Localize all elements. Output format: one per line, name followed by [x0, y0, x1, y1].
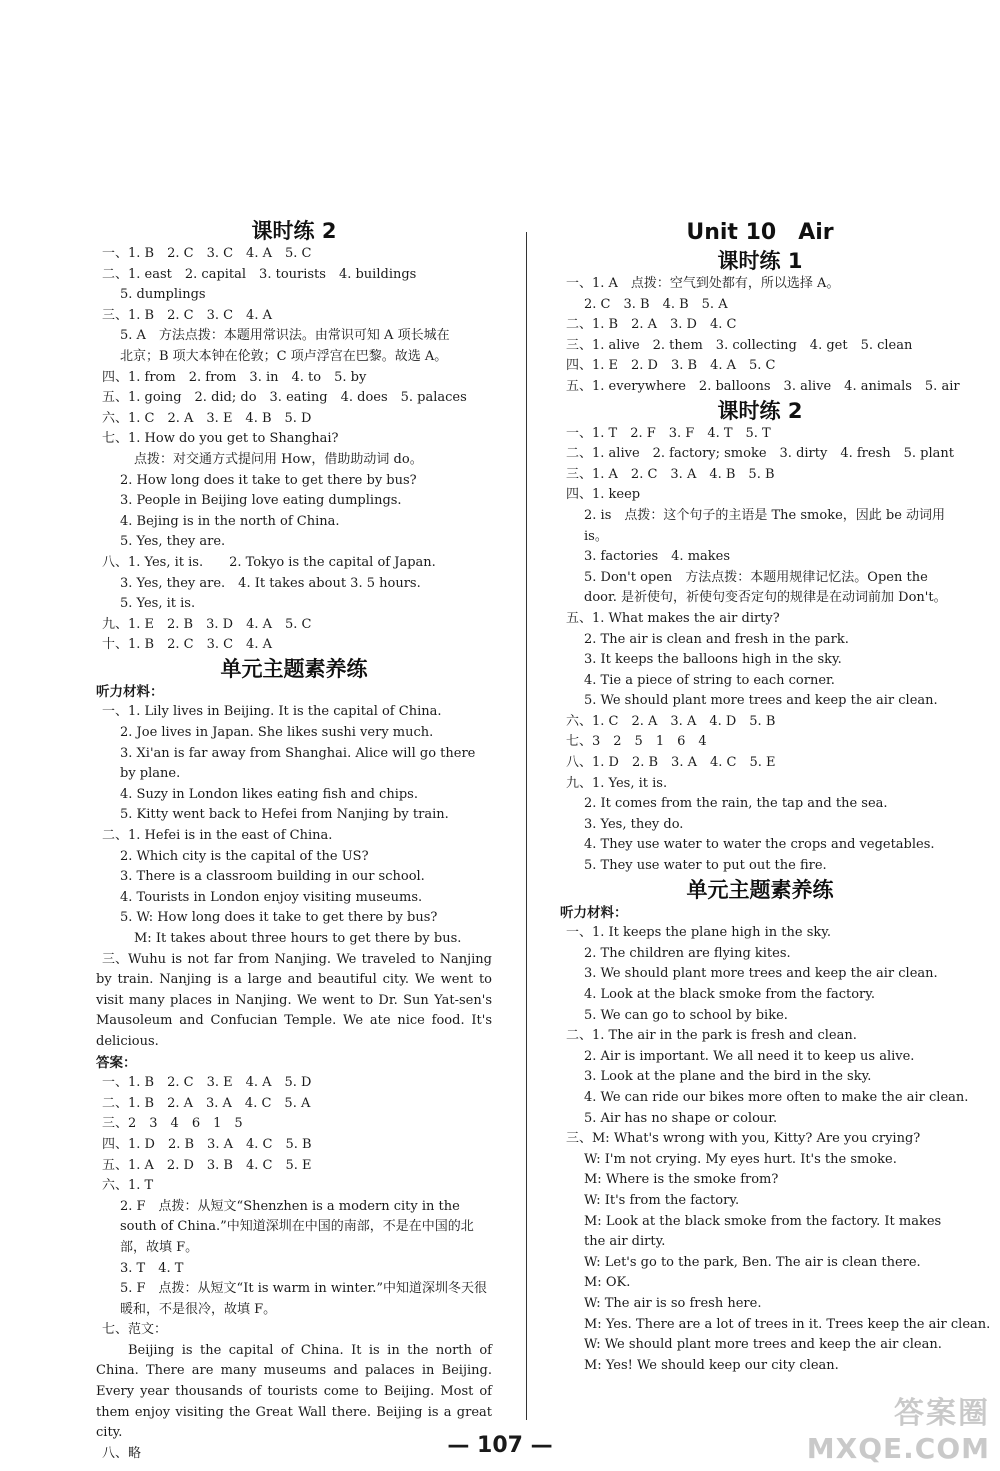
right-section1-title: 课时练 1	[717, 249, 803, 273]
listening-line: 5. Kitty went back to Hefei from Nanjing by train.	[120, 807, 449, 823]
listening-line: 5. W: How long does it take to get there by bus?	[120, 910, 438, 926]
answer-line: 六、1. C 2. A 3. E 4. B 5. D	[102, 410, 312, 426]
answer-line: 五、1. going 2. did; do 3. eating 4. does 5. palaces	[102, 390, 467, 406]
listening-line: 3. We should plant more trees and keep the air clean.	[584, 966, 938, 982]
right-section3-title: 单元主题素养练	[686, 877, 834, 902]
left-section1-title: 课时练 2	[251, 219, 337, 243]
answer-line: 十、1. B 2. C 3. C 4. A	[102, 637, 272, 653]
answer-line: 三、1. B 2. C 3. C 4. A	[102, 307, 272, 323]
answer-line: 七、1. How do you get to Shanghai?	[102, 431, 339, 447]
answer-line: 点拨：对交通方式提问用 How，借助助动词 do。	[134, 451, 423, 467]
dialogue-line: M: OK.	[584, 1275, 631, 1291]
passage-label: 三、	[102, 951, 129, 967]
answer-line: 三、1. alive 2. them 3. collecting 4. get 5. clean	[566, 337, 913, 353]
dialogue-line: 三、M: What's wrong with you, Kitty? Are you crying?	[566, 1131, 921, 1147]
answer-line: 七、3 2 5 1 6 4	[566, 734, 707, 750]
answer-line: 3. Yes, they do.	[584, 816, 684, 832]
answer-line: 2. How long does it take to get there by bus?	[120, 472, 417, 488]
answer-line: 5. Yes, it is.	[120, 596, 196, 612]
listening-line: 2. Air is important. We all need it to keep us alive.	[584, 1048, 915, 1064]
watermark-logo	[807, 1388, 990, 1465]
dialogue-line: W: The air is so fresh here.	[584, 1295, 762, 1311]
answer-line: 5. dumplings	[120, 287, 206, 303]
listening-label: 听力材料：	[560, 904, 628, 921]
left-section2-title: 单元主题素养练	[220, 656, 368, 681]
listening-label: 听力材料：	[96, 683, 164, 700]
answer-line: 4. Tie a piece of string to each corner.	[584, 672, 835, 688]
watermark-bottom: MXQE.COM	[806, 1432, 990, 1465]
answer-line: 九、1. Yes, it is.	[566, 775, 668, 791]
dialogue-line: M: Look at the black smoke from the factory. It makes the air dirty.	[584, 1213, 942, 1250]
watermark-top: 答案圈	[894, 1396, 990, 1431]
listening-line: 3. There is a classroom building in our school.	[120, 869, 425, 885]
answer-line: 四、1. from 2. from 3. in 4. to 5. by	[102, 369, 367, 385]
listening-line: 二、1. The air in the park is fresh and clean.	[566, 1028, 857, 1044]
answer-line: 一、1. B 2. C 3. E 4. A 5. D	[102, 1075, 312, 1091]
dialogue-line: M: Yes. There are a lot of trees in it. Trees keep the air clean.	[584, 1316, 991, 1332]
answer-line: 四、1. keep	[566, 487, 641, 503]
answer-explanation: 5. Don't open 方法点拨：本题用规律记忆法。Open the door. 是祈使句，祈使句变否定句的规律是在动词前加 Don't。	[584, 569, 947, 606]
listening-line: 3. Look at the plane and the bird in the sky.	[584, 1069, 872, 1085]
listening-passage: Wuhu is not far from Nanjing. We traveled to Nanjing by train. Nanjing is a large and beautiful city. We went to visit many places in Nanjing. We went to Dr. Sun Yat-sen's Mausoleum and Confucian Temple. We ate nice food. It's delicious.	[96, 951, 492, 1049]
answer-line: 3. People in Beijing love eating dumplings.	[120, 493, 402, 509]
answer-line: 一、1. A 点拨：空气到处都有，所以选择 A。	[566, 276, 840, 291]
answer-line: 北京；B 项大本钟在伦敦；C 项卢浮宫在巴黎。故选 A。	[120, 348, 448, 364]
answer-line: 4. Bejing is in the north of China.	[120, 513, 340, 529]
answer-line: 3. T 4. T	[120, 1260, 184, 1276]
answer-line: 五、1. everywhere 2. balloons 3. alive 4. animals 5. air	[566, 378, 960, 394]
listening-line: 4. Suzy in London likes eating fish and chips.	[120, 786, 418, 802]
column-divider	[526, 232, 527, 1420]
page-number: — 107 —	[447, 1433, 553, 1458]
answer-line: 3. Yes, they are. 4. It takes about 3. 5 hours.	[120, 575, 421, 591]
answer-line: 五、1. A 2. D 3. B 4. C 5. E	[102, 1157, 312, 1173]
answer-explanation: 2. F 点拨：从短文“Shenzhen is a modern city in the south of China.”中知道深圳在中国的南部，不是在中国的北部，故填 F。	[120, 1198, 474, 1255]
dialogue-line: W: It's from the factory.	[584, 1192, 740, 1208]
answer-line: 2. C 3. B 4. B 5. A	[584, 296, 728, 312]
unit-title: Unit 10 Air	[686, 220, 834, 245]
answer-line: 六、1. T	[102, 1178, 154, 1194]
right-column	[560, 218, 991, 1376]
answer-line: 四、1. D 2. B 3. A 4. C 5. B	[102, 1136, 312, 1152]
answer-line: 4. They use water to water the crops and vegetables.	[584, 837, 935, 853]
dialogue-line: W: I'm not crying. My eyes hurt. It's the smoke.	[584, 1151, 897, 1167]
model-essay: Beijing is the capital of China. It is in the north of China. There are many museums and palaces in Beijing. Every year thousands of tourists come to Beijing. Most of them enjoy visiting the Great Wall there. Beijing is a great city.	[96, 1342, 492, 1441]
answer-line: 九、1. E 2. B 3. D 4. A 5. C	[102, 616, 312, 632]
answer-line: 3. It keeps the balloons high in the sky.	[584, 652, 842, 668]
answer-line: 二、1. alive 2. factory; smoke 3. dirty 4. fresh 5. plant	[566, 446, 954, 462]
answer-line: 二、1. east 2. capital 3. tourists 4. buildings	[102, 266, 417, 282]
listening-line: 5. We can go to school by bike.	[584, 1007, 788, 1023]
answer-line: 三、2 3 4 6 1 5	[102, 1116, 243, 1132]
left-column	[96, 218, 492, 1464]
answer-line: 二、1. B 2. A 3. A 4. C 5. A	[102, 1095, 311, 1111]
answer-line: 5. They use water to put out the fire.	[584, 858, 827, 874]
listening-line: M: It takes about three hours to get there by bus.	[134, 931, 462, 946]
dialogue-line: W: We should plant more trees and keep the air clean.	[584, 1337, 942, 1353]
dialogue-line: M: Where is the smoke from?	[584, 1172, 779, 1188]
answer-line: 2. It comes from the rain, the tap and the sea.	[584, 796, 888, 812]
answer-line: 5. We should plant more trees and keep the air clean.	[584, 693, 938, 709]
answer-line: 5. A 方法点拨：本题用常识法。由常识可知 A 项长城在	[120, 328, 450, 344]
answer-explanation: 5. F 点拨：从短文“It is warm in winter.”中知道深圳冬天很暖和，不是很冷，故填 F。	[120, 1281, 488, 1317]
dialogue-line: W: Let's go to the park, Ben. The air is clean there.	[584, 1254, 921, 1270]
answer-line: 八、1. D 2. B 3. A 4. C 5. E	[566, 755, 776, 771]
right-section2-title: 课时练 2	[717, 398, 803, 423]
listening-line: 4. We can ride our bikes more often to make the air clean.	[584, 1089, 969, 1105]
answer-line: 5. Yes, they are.	[120, 534, 226, 550]
listening-line: 5. Air has no shape or colour.	[584, 1110, 778, 1126]
answer-line: 六、1. C 2. A 3. A 4. D 5. B	[566, 713, 776, 729]
listening-line: 2. The children are flying kites.	[584, 945, 791, 961]
listening-line: 二、1. Hefei is in the east of China.	[102, 828, 333, 844]
listening-line: 2. Joe lives in Japan. She likes sushi very much.	[120, 725, 434, 741]
listening-line: 4. Tourists in London enjoy visiting museums.	[120, 889, 423, 905]
answer-line: 二、1. B 2. A 3. D 4. C	[566, 317, 737, 333]
listening-line: 一、1. It keeps the plane high in the sky.	[566, 925, 832, 941]
answer-line: 一、1. T 2. F 3. F 4. T 5. T	[566, 425, 771, 441]
listening-line: 4. Look at the black smoke from the factory.	[584, 987, 876, 1002]
answer-explanation: 2. is 点拨：这个句子的主语是 The smoke，因此 be 动词用 is。	[584, 507, 946, 544]
answer-line: 五、1. What makes the air dirty?	[566, 610, 780, 626]
answers-label: 答案：	[96, 1054, 137, 1071]
listening-line: 一、1. Lily lives in Beijing. It is the capital of China.	[102, 704, 442, 720]
essay-label: 七、范文：	[102, 1322, 168, 1338]
answer-line: 三、1. A 2. C 3. A 4. B 5. B	[566, 466, 775, 482]
answer-line: 一、1. B 2. C 3. C 4. A 5. C	[102, 246, 312, 261]
answer-line: 2. The air is clean and fresh in the park.	[584, 631, 849, 647]
answer-line: 八、略	[102, 1445, 142, 1461]
answer-line: 八、1. Yes, it is. 2. Tokyo is the capital of Japan.	[102, 554, 436, 570]
dialogue-line: M: Yes! We should keep our city clean.	[584, 1357, 839, 1373]
answer-line: 四、1. E 2. D 3. B 4. A 5. C	[566, 358, 776, 374]
listening-line: 3. Xi'an is far away from Shanghai. Alice will go there by plane.	[120, 745, 476, 782]
answer-line: 3. factories 4. makes	[584, 549, 731, 565]
listening-line: 2. Which city is the capital of the US?	[120, 848, 369, 864]
